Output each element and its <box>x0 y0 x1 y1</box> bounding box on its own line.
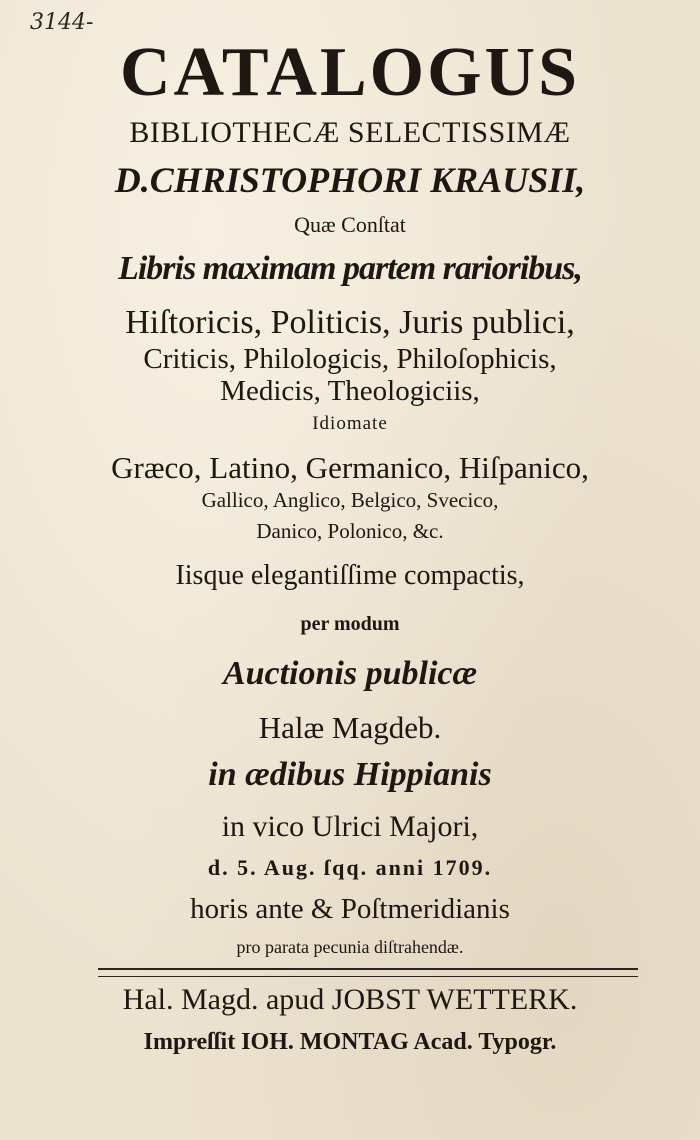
text-line: Iisque elegantiſſime compactis, <box>175 560 525 591</box>
text-line: pro parata pecunia diſtrahendæ. <box>236 937 464 957</box>
text-line: in ædibus Hippianis <box>208 756 492 793</box>
text-line: per modum <box>300 613 400 635</box>
text-line: Danico, Polonico, &c. <box>256 519 444 543</box>
subtitle-line-2: D.CHRISTOPHORI KRAUSII, <box>114 160 586 200</box>
text-line: Hiſtoricis, Politicis, Juris publici, <box>125 304 575 341</box>
text-line: Græco, Latino, Germanico, Hiſpanico, <box>111 450 589 485</box>
date-line: d. 5. Aug. ſqq. anni 1709. <box>207 855 493 880</box>
text-line: Gallico, Anglico, Belgico, Svecico, <box>201 488 499 512</box>
handwritten-shelfmark: 3144- <box>30 10 94 35</box>
text-line: Quæ Conſtat <box>294 212 406 237</box>
text-line: Halæ Magdeb. <box>258 710 442 745</box>
text-line: in vico Ulrici Majori, <box>221 810 479 843</box>
imprint-line-1: Hal. Magd. apud JOBST WETTERK. <box>122 983 578 1016</box>
text-line: Criticis, Philologicis, Philoſophicis, <box>143 343 557 375</box>
double-rule-divider <box>98 968 638 977</box>
text-line: horis ante & Poſtmeridianis <box>190 893 510 925</box>
text-line: Idiomate <box>312 413 388 434</box>
text-line: Auctionis publicæ <box>222 655 478 692</box>
main-title: CATALOGUS <box>119 34 581 111</box>
text-line: Medicis, Theologiciis, <box>220 375 480 407</box>
text-line: Libris maximam partem rarioribus, <box>118 250 582 287</box>
imprint-line-2: Impreſſit IOH. MONTAG Acad. Typogr. <box>143 1029 557 1055</box>
subtitle-line-1: BIBLIOTHECÆ SELECTISSIMÆ <box>129 116 571 149</box>
